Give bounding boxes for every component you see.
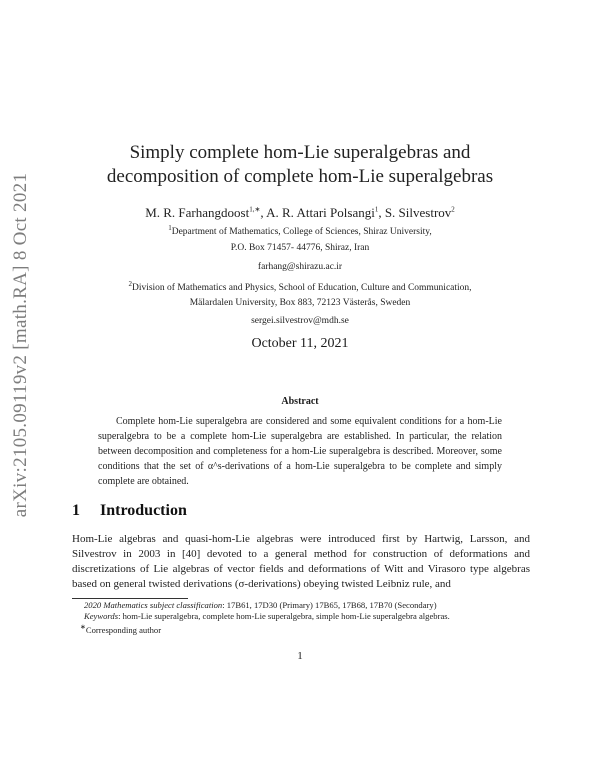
footnote-msc: 2020 Mathematics subject classification: 17B61, 17D30 (Primary) 17B65, 17B68, 17B70 (Secondary) (84, 600, 437, 610)
section-body-text: Hom-Lie algebras and quasi-hom-Lie algebras were introduced first by Hartwig, Larsson, and Silvestrov in 2003 in [40] devoted to a general method for construction of deformations and discretizations of Lie algebras of vector fields and deformations of Witt and Virasoro type algebras based on general twisted derivations (σ-derivations) obeying twisted Leibniz rule, and (72, 533, 530, 590)
affiliation-1-line-2: P.O. Box 71457- 44776, Shiraz, Iran (230, 243, 370, 253)
affiliation-1-line-1: $^1$Department of Mathematics, College of Sciences, Shiraz University, (168, 224, 432, 238)
footnote-keywords: Keywords: hom-Lie superalgebra, complete hom-Lie superalgebra, simple hom-Lie superalgebra algebras. (84, 611, 450, 621)
author-mark: 1 (374, 205, 379, 214)
arxiv-id-text: arXiv:2105.09119v2 [math.RA] 8 Oct 2021 (10, 172, 31, 518)
author-mark: 2 (451, 205, 455, 214)
affiliation-1-email: farhang@shirazu.ac.ir (257, 262, 343, 272)
title-line-1: Simply complete hom-Lie superalgebras and (129, 142, 471, 163)
section-heading (72, 502, 187, 520)
page-number: 1 (297, 650, 303, 662)
author-mark: 1,∗ (249, 205, 261, 214)
affiliation-2-line-2: Mälardalen University, Box 883, 72123 Västerås, Sweden (189, 298, 411, 308)
affiliation-2-email: sergei.silvestrov@mdh.se (251, 316, 349, 326)
abstract-text: Complete hom-Lie superalgebra are considered and some equivalent conditions for a hom-Lie superalgebra to be a complete hom-Lie superalgebra are established. In particular, the relation between decomposition and completeness for a hom-Lie superalgebra is described. Moreover, some conditions that the set of α^s-derivations of a hom-Lie superalgebra to be complete and simply complete are obtained. (98, 416, 502, 487)
affiliation-mark: 1 (168, 224, 172, 232)
abstract-heading: Abstract (281, 396, 319, 407)
section-number: 1 (72, 502, 80, 519)
author-name: A. R. Attari Polsangi (266, 205, 375, 220)
author-name: S. Silvestrov (384, 205, 452, 220)
paper-title (0, 141, 600, 189)
affiliation-2-line-1: $^2$Division of Mathematics and Physics, School of Education, Culture and Communication, (128, 280, 472, 294)
title-line-2: decomposition of complete hom-Lie superalgebras (106, 166, 494, 187)
footnote-corresponding: ∗Corresponding author (80, 623, 162, 635)
author-list: M. R. Farhangdoost$^{1,∗}$, A. R. Attari Polsangi$^1$, S. Silvestrov$^2$ (145, 205, 455, 220)
affiliation-mark: 2 (128, 280, 132, 288)
section-title: Introduction (100, 502, 187, 519)
footnote-divider (72, 598, 188, 599)
paper-date: October 11, 2021 (251, 336, 349, 351)
author-name: M. R. Farhangdoost (145, 205, 250, 220)
